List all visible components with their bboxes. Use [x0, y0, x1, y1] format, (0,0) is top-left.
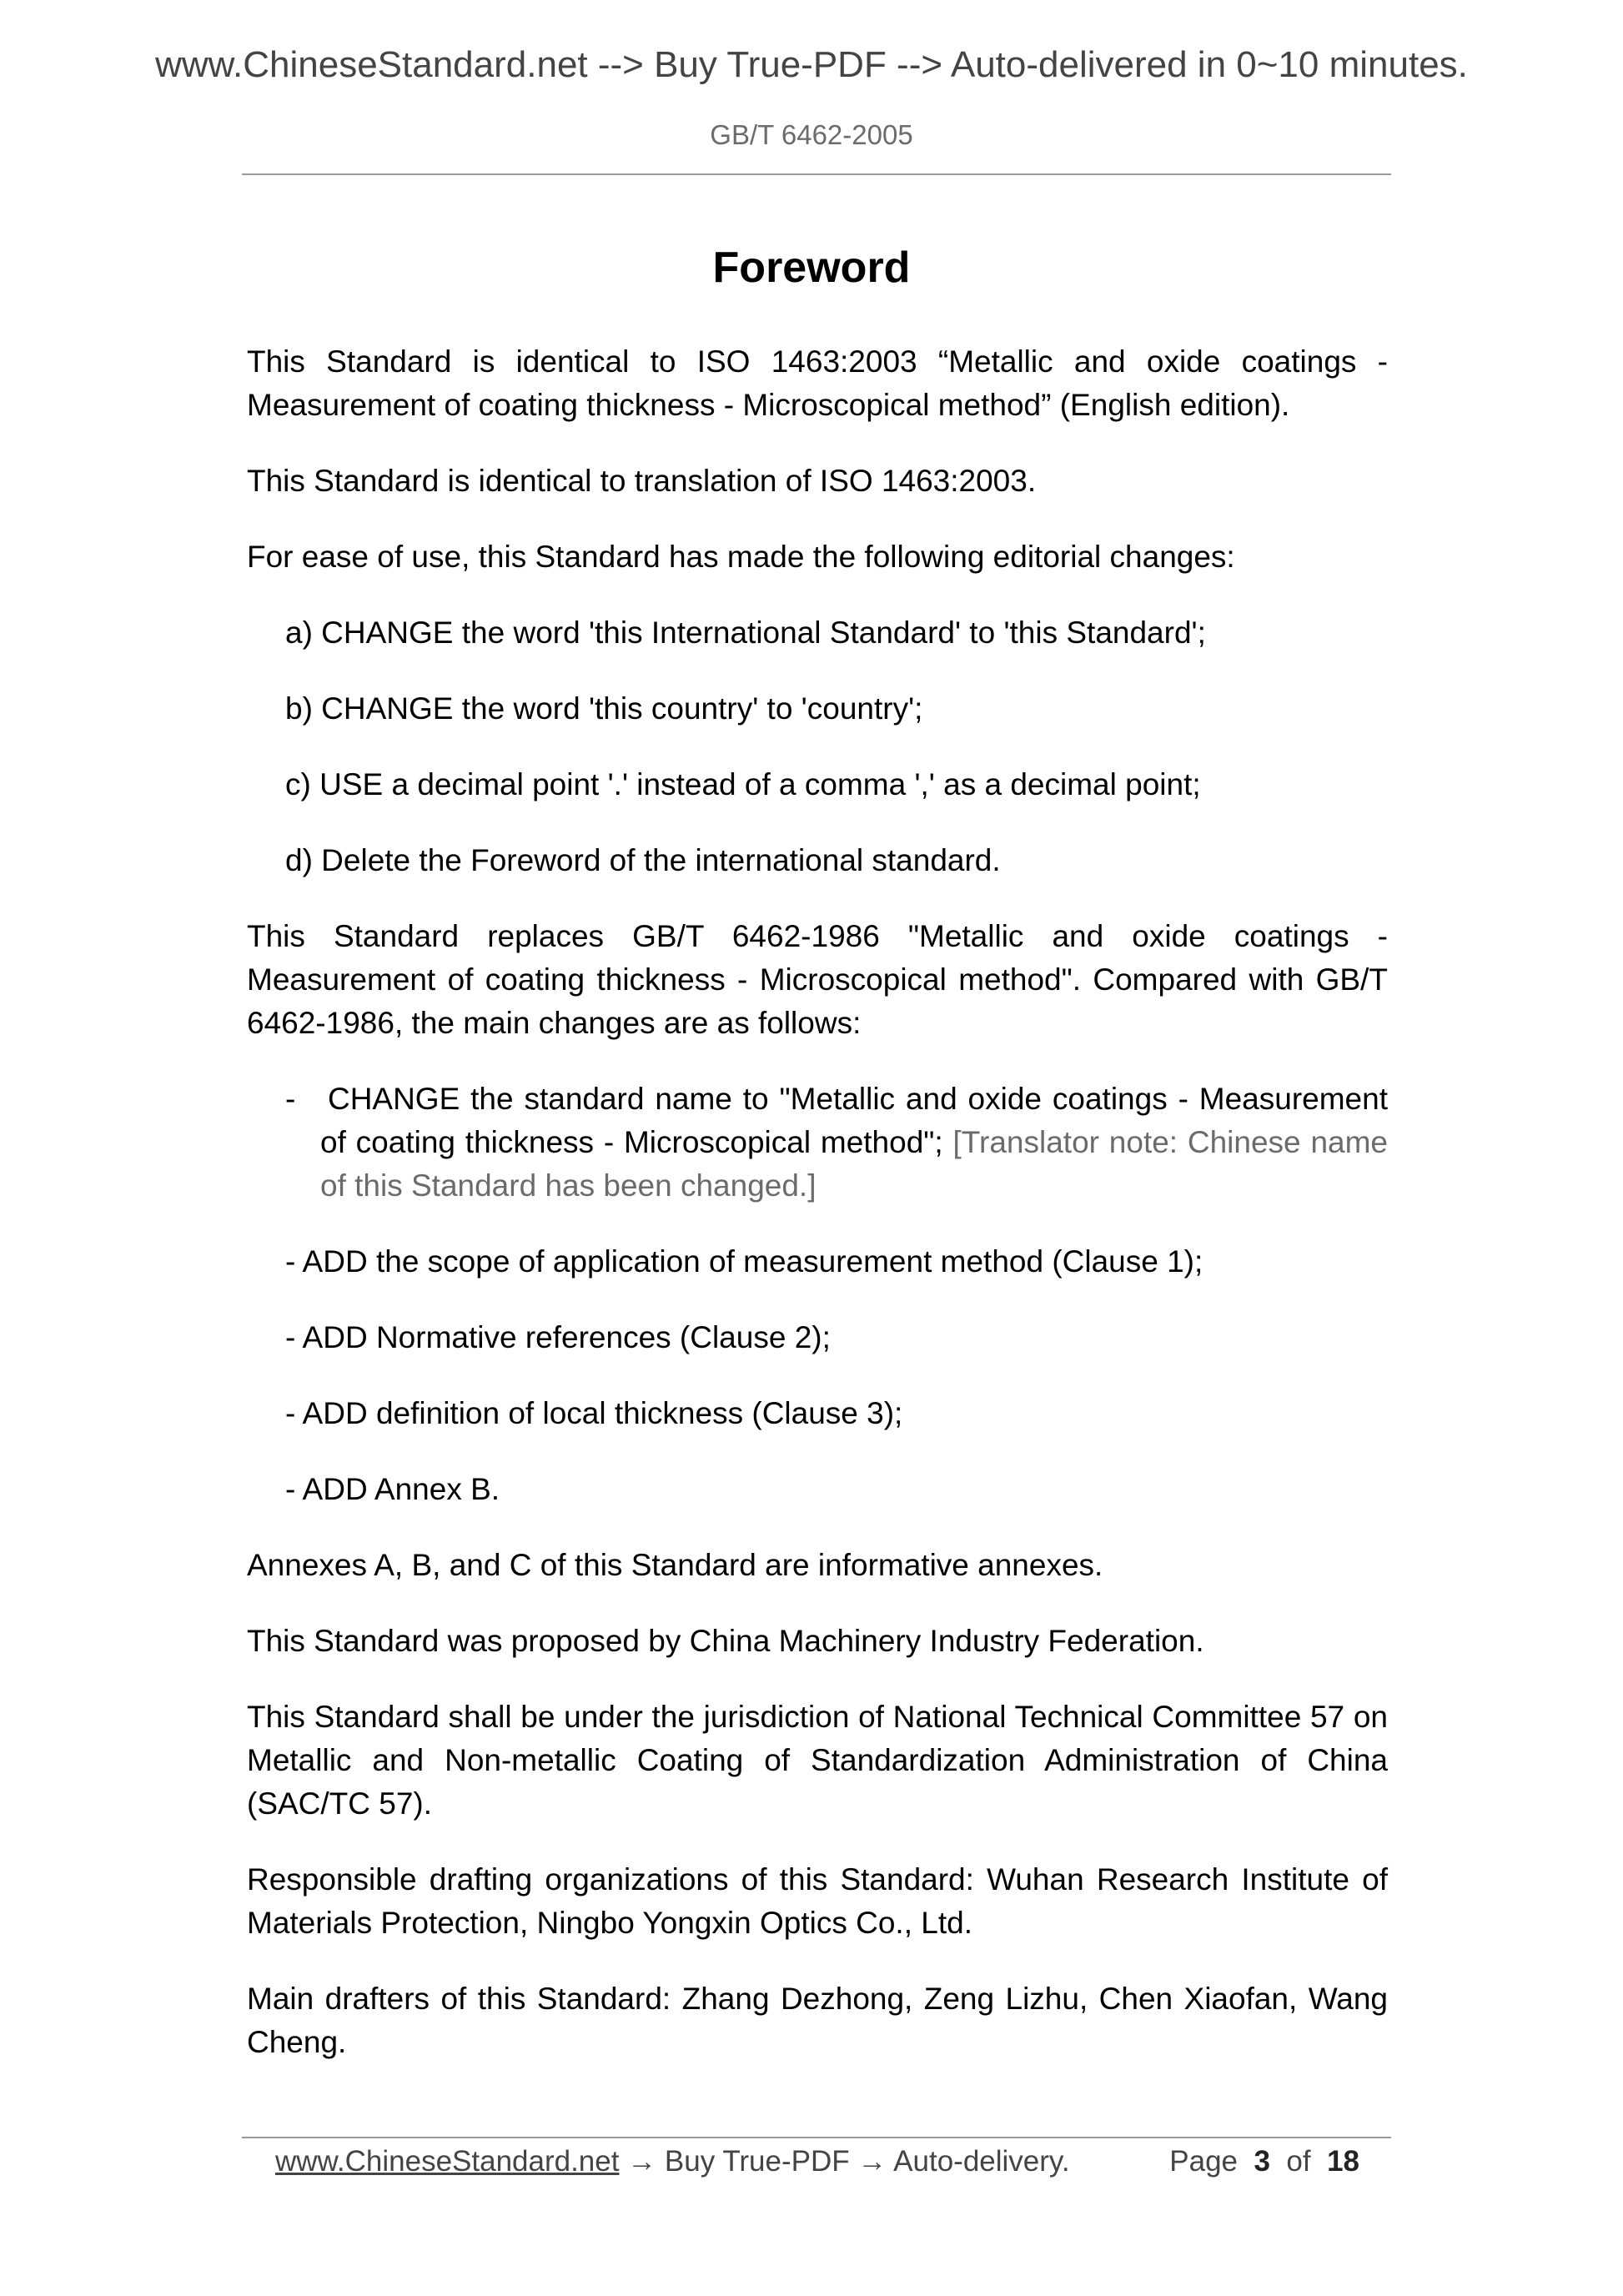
footer-site-link[interactable]: www.ChineseStandard.net: [275, 2145, 620, 2178]
editorial-change-b: b) CHANGE the word 'this country' to 'country';: [285, 691, 923, 726]
current-page: 3: [1254, 2145, 1270, 2178]
editorial-change-d: d) Delete the Foreword of the international standard.: [285, 843, 1001, 877]
page-number: Page 3 of 18: [1169, 2145, 1359, 2178]
paragraph-jurisdiction: This Standard shall be under the jurisdiction of National Technical Committee 57 on Metallic and Non-metallic Coating of Standardization Administration of China (SAC/TC 57).: [247, 1700, 1388, 1821]
main-change-1-text: CHANGE the standard name to "Metallic and oxide coatings - Measurement of coating thickness - Microscopical method";: [320, 1082, 1388, 1159]
page-title: Foreword: [712, 244, 911, 292]
top-banner: www.ChineseStandard.net --> Buy True-PDF --> Auto-delivered in 0~10 minutes.: [155, 44, 1468, 85]
main-change-2: - ADD the scope of application of measurement method (Clause 1);: [285, 1244, 1203, 1279]
main-change-4: - ADD definition of local thickness (Clause 3);: [285, 1396, 903, 1430]
page-footer: [275, 2140, 1376, 2183]
paragraph-annexes: Annexes A, B, and C of this Standard are informative annexes.: [247, 1548, 1103, 1582]
doc-code: GB/T 6462-2005: [710, 119, 913, 150]
total-pages: 18: [1327, 2145, 1359, 2178]
main-change-5: - ADD Annex B.: [285, 1472, 500, 1506]
paragraph-drafters: Main drafters of this Standard: Zhang Dezhong, Zeng Lizhu, Chen Xiaofan, Wang Cheng.: [247, 1982, 1388, 2059]
editorial-change-c: c) USE a decimal point '.' instead of a comma ',' as a decimal point;: [285, 767, 1201, 801]
document-body: [247, 340, 1388, 2097]
paragraph-drafting-orgs: Responsible drafting organizations of this Standard: Wuhan Research Institute of Materials Protection, Ningbo Yongxin Optics Co., Ltd.: [247, 1862, 1388, 1940]
main-change-3: - ADD Normative references (Clause 2);: [285, 1320, 831, 1354]
paragraph-translation: This Standard is identical to translation of ISO 1463:2003.: [247, 464, 1037, 498]
footer-divider: [242, 2137, 1391, 2138]
main-change-1: - CHANGE the standard name to "Metallic and oxide coatings - Measurement of coating thickness - Microscopical method"; [Translator note: Chinese name of this Standard has been changed.]: [285, 1082, 1388, 1203]
paragraph-identical-iso: This Standard is identical to ISO 1463:2003 “Metallic and oxide coatings - Measurement of coating thickness - Microscopical method” (English edition).: [247, 344, 1388, 422]
paragraph-proposed-by: This Standard was proposed by China Machinery Industry Federation.: [247, 1624, 1204, 1658]
paragraph-editorial-intro: For ease of use, this Standard has made the following editorial changes:: [247, 540, 1235, 574]
translator-note: [Translator note: Chinese name of this Standard has been changed.]: [320, 1125, 1388, 1203]
header-divider: [242, 173, 1391, 175]
footer-text: → Buy True-PDF → Auto-delivery.: [619, 2145, 1070, 2178]
editorial-change-a: a) CHANGE the word 'this International Standard' to 'this Standard';: [285, 615, 1206, 650]
paragraph-replaces: This Standard replaces GB/T 6462-1986 "Metallic and oxide coatings - Measurement of coating thickness - Microscopical method". Compared with GB/T 6462-1986, the main changes are as follows:: [247, 919, 1388, 1040]
